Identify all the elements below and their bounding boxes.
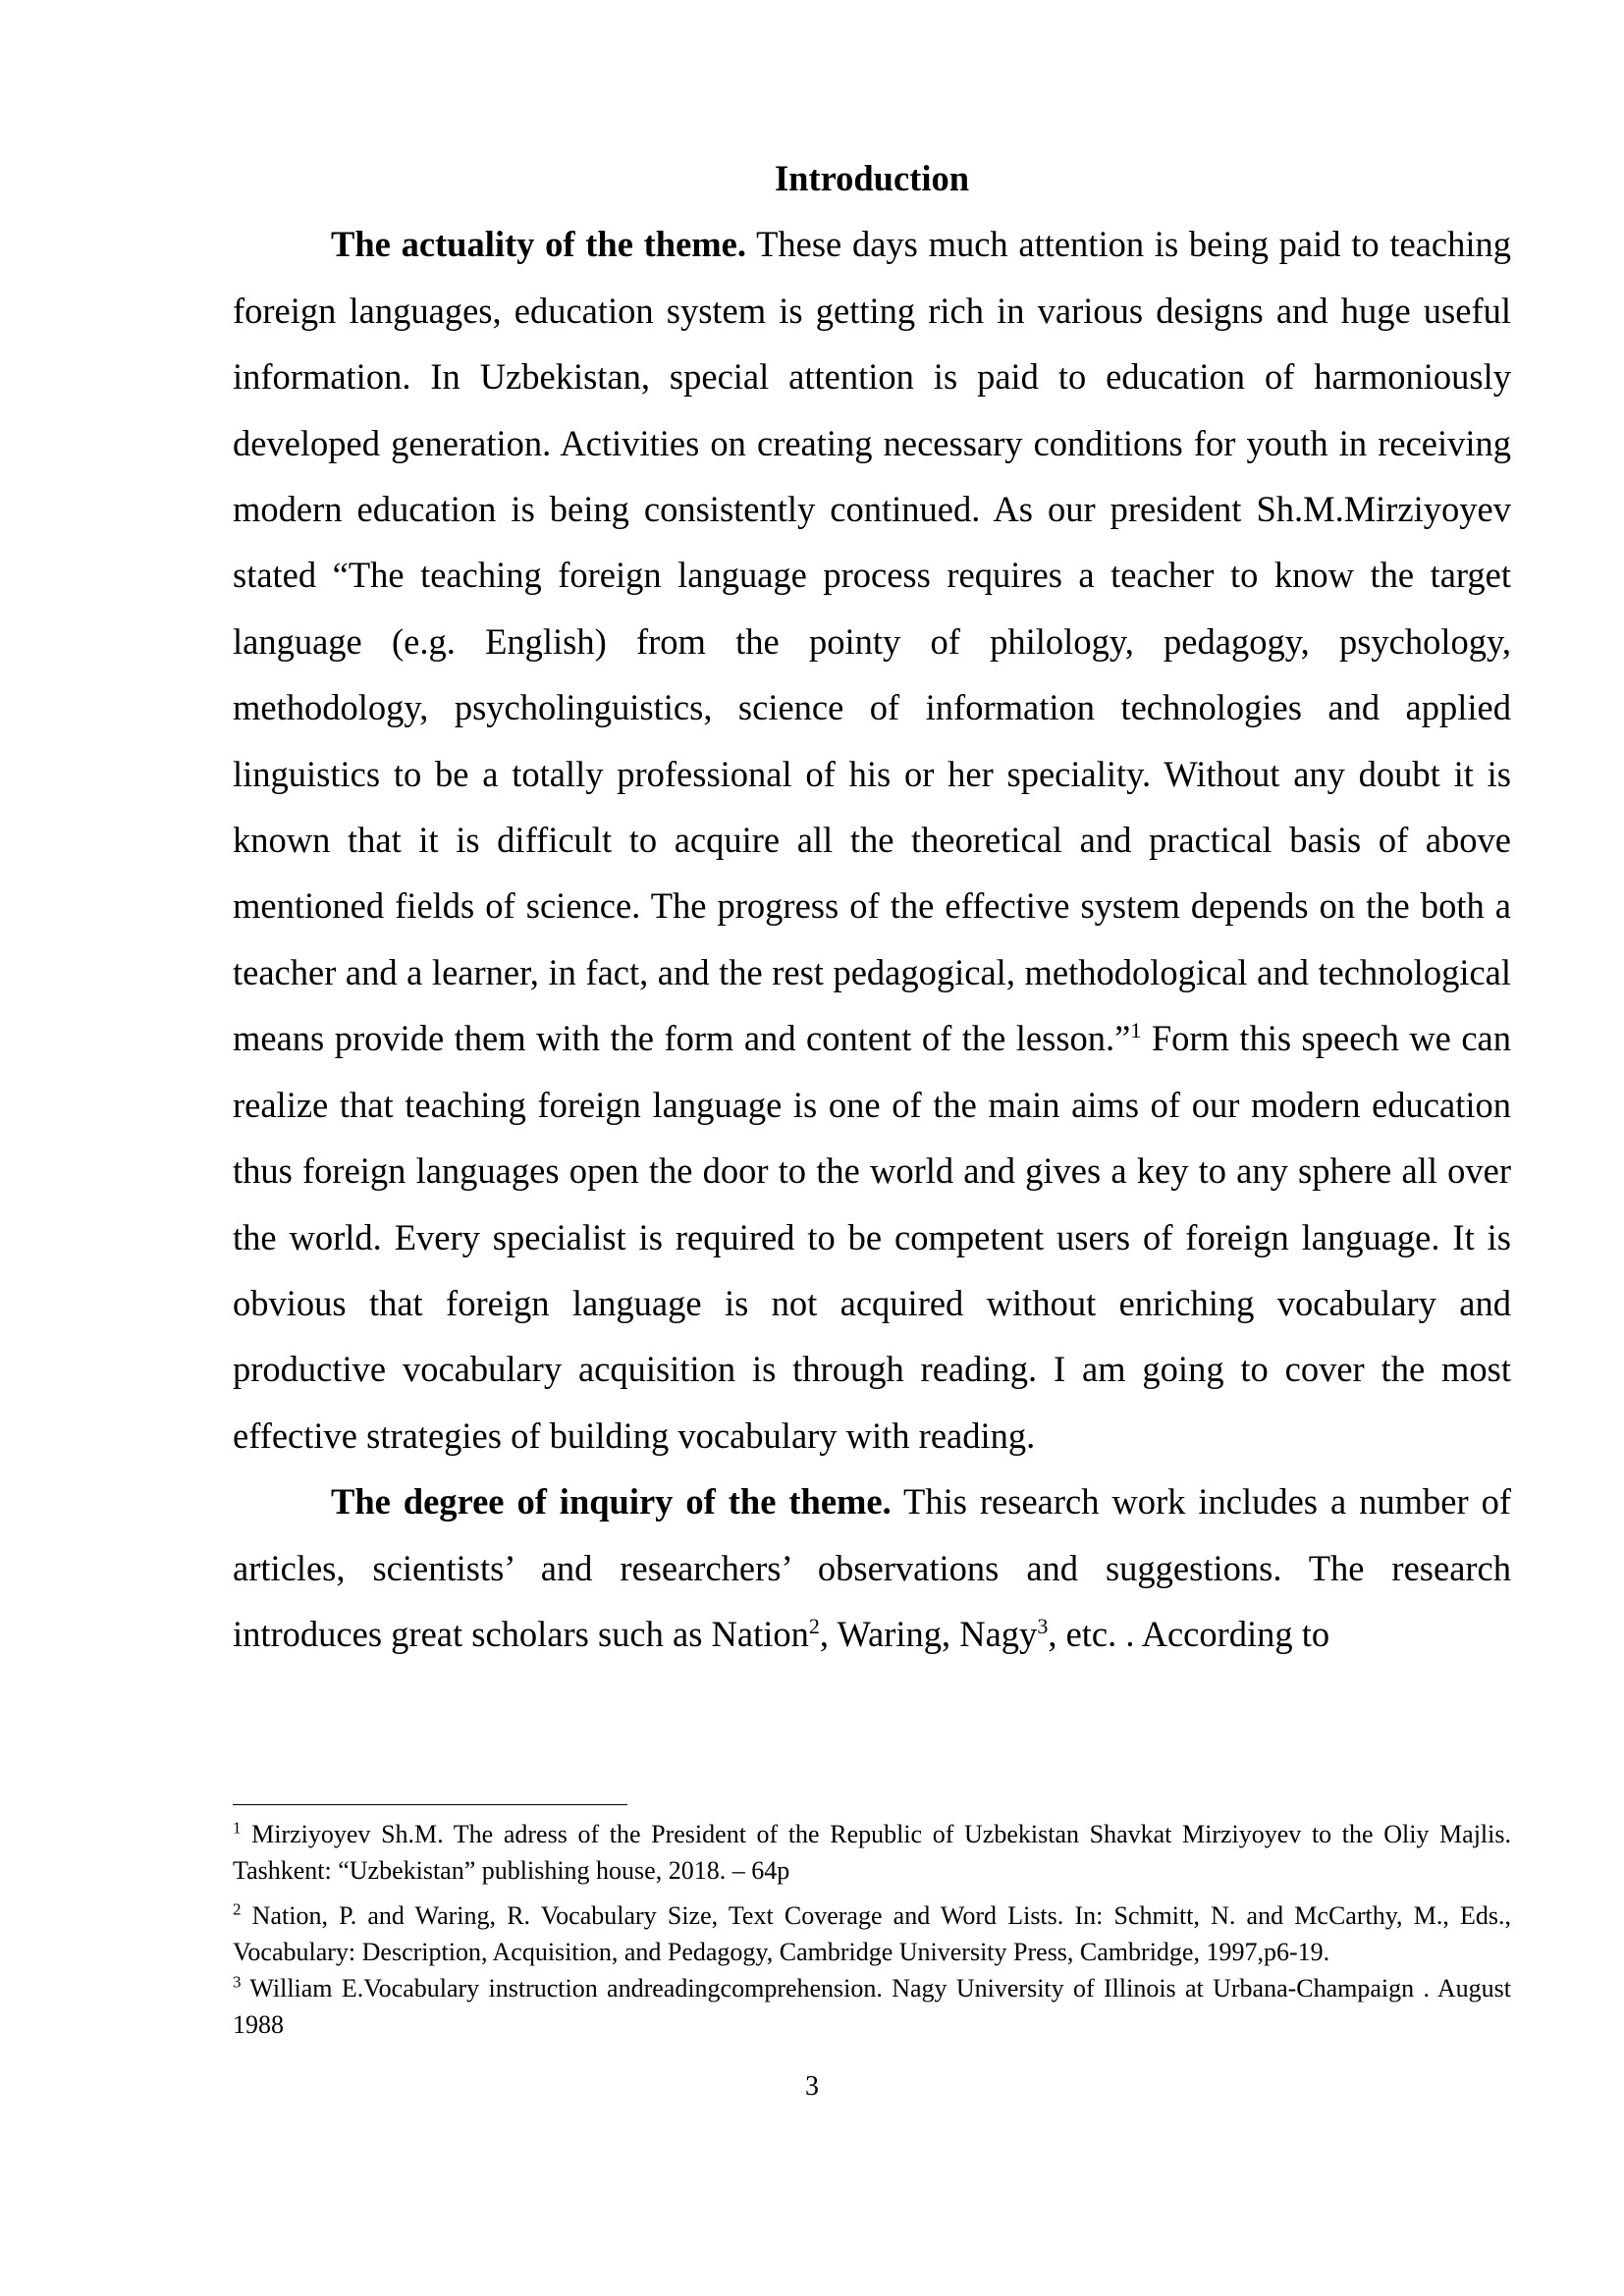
- footnote-separator: [233, 1804, 627, 1805]
- paragraph-text: , Waring, Nagy: [819, 1613, 1038, 1654]
- section-heading: Introduction: [774, 158, 970, 198]
- footnote: [233, 1897, 1511, 1970]
- paragraph-lead: The actuality of the theme.: [331, 224, 747, 265]
- footnote-number: 1: [233, 1818, 242, 1838]
- paragraph-text: , etc. . According to: [1048, 1613, 1330, 1654]
- paragraph-text: This research work includes a number of articles, scientists’ and researchers’ observations and suggestions. The research introduces great scholars such as Nation: [233, 1481, 1511, 1654]
- footnote-reference[interactable]: 1: [1130, 1018, 1142, 1043]
- page-number: 3: [805, 2071, 819, 2102]
- footnote-reference[interactable]: 3: [1037, 1613, 1049, 1638]
- paragraph-degree-of-inquiry: [233, 1468, 1511, 1667]
- body-text: [233, 145, 1511, 1667]
- paragraph-text: Form this speech we can realize that teaching foreign language is one of the main aims of our modern education thus foreign languages open the door to the world and gives a key to any sphere all over the world. Every specialist is required to be competent users of foreign language. It is obvious that foreign language is not acquired without enriching vocabulary and productive vocabulary acquisition is through reading. I am going to cover the most effective strategies of building vocabulary with reading.: [233, 1018, 1511, 1456]
- footnote: [233, 1816, 1511, 1889]
- footnotes: [233, 1816, 1511, 2043]
- footnote-number: 3: [233, 1972, 242, 1992]
- footnote-reference[interactable]: 2: [808, 1613, 820, 1638]
- footnote-text: Mirziyoyev Sh.M. The adress of the President of the Republic of Uzbekistan Shavkat Mirziyoyev to the Oliy Majlis. Tashkent: “Uzbekistan” publishing house, 2018. – 64p: [233, 1820, 1511, 1885]
- footnote-text: William E.Vocabulary instruction andreadingcomprehension. Nagy University of Illinois at Urbana-Champaign . August 1988: [233, 1974, 1511, 2039]
- footnote: [233, 1970, 1511, 2043]
- footnote-number: 2: [233, 1899, 242, 1919]
- paragraph-actuality: [233, 211, 1511, 1468]
- paragraph-text: These days much attention is being paid to teaching foreign languages, education system is getting rich in various designs and huge useful information. In Uzbekistan, special attention is paid to education of harmoniously developed generation. Activities on creating necessary conditions for youth in receiving modern education is being consistently continued. As our president Sh.M.Mirziyoyev stated “The teaching foreign language process requires a teacher to know the target language (e.g. English) from the pointy of philology, pedagogy, psychology, methodology, psycholinguistics, science of information technologies and applied linguistics to be a totally professional of his or her speciality. Without any doubt it is known that it is difficult to acquire all the theoretical and practical basis of above mentioned fields of science. The progress of the effective system depends on the both a teacher and a learner, in fact, and the rest pedagogical, methodological and technological means provide them with the form and content of the lesson.”: [233, 224, 1511, 1059]
- paragraph-lead: The degree of inquiry of the theme.: [331, 1481, 892, 1522]
- footnote-text: Nation, P. and Waring, R. Vocabulary Size, Text Coverage and Word Lists. In: Schmitt, N. and McCarthy, M., Eds., Vocabulary: Description, Acquisition, and Pedagogy, Cambridge University Press, Cambridge, 1997,p6-19.: [233, 1901, 1511, 1966]
